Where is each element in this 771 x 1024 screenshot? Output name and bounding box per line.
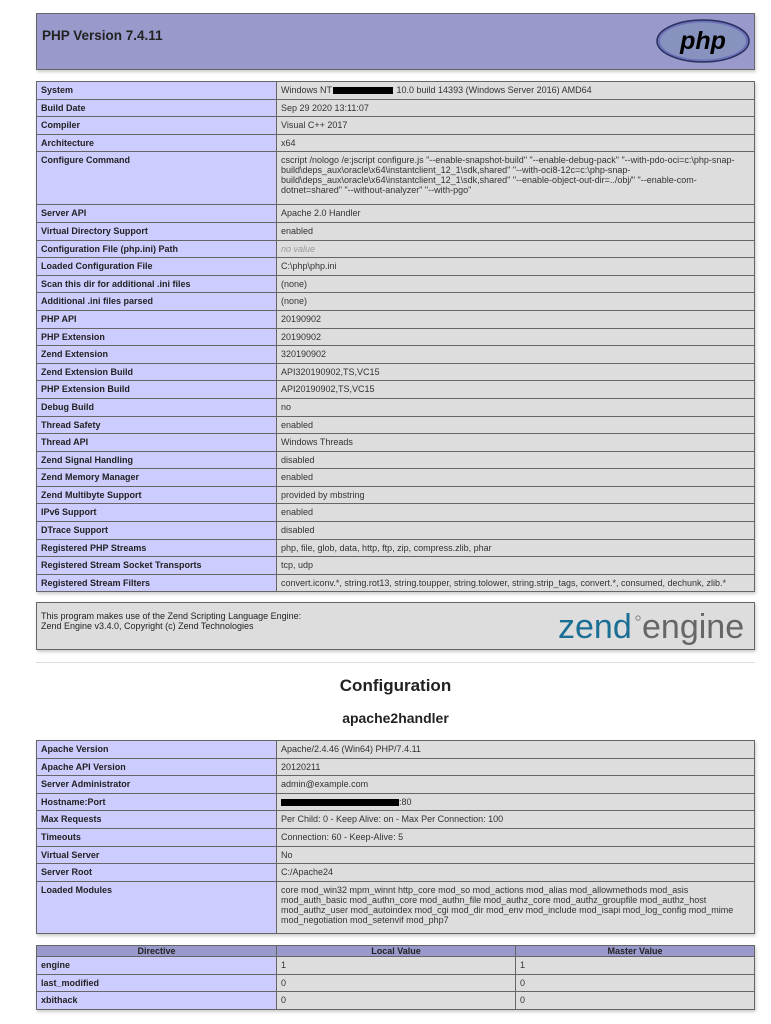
table-row — [37, 776, 755, 794]
table-row — [37, 82, 755, 100]
row-value: Apache 2.0 Handler — [277, 205, 755, 223]
row-value: 20120211 — [277, 758, 755, 776]
table-row — [37, 539, 755, 557]
table-row — [37, 222, 755, 240]
table-row — [37, 828, 755, 846]
row-key: Zend Extension Build — [37, 363, 277, 381]
row-value: provided by mbstring — [277, 486, 755, 504]
directive-name: last_modified — [37, 974, 277, 992]
row-value: x64 — [277, 134, 755, 152]
local-value: 1 — [277, 957, 516, 975]
redacted-block — [281, 799, 399, 806]
master-value: 0 — [516, 974, 755, 992]
php-version-header — [36, 13, 755, 70]
row-value: API320190902,TS,VC15 — [277, 363, 755, 381]
row-key: Configure Command — [37, 152, 277, 205]
table-row — [37, 434, 755, 452]
row-key: Scan this dir for additional .ini files — [37, 275, 277, 293]
table-row — [37, 117, 755, 135]
row-value: 320190902 — [277, 346, 755, 364]
row-value: disabled — [277, 522, 755, 540]
row-key: Thread Safety — [37, 416, 277, 434]
table-row — [37, 310, 755, 328]
row-value: cscript /nologo /e:jscript configure.js "--enable-snapshot-build" "--enable-debug-pack" "--with-pdo-oci=c:\php-snap-build\deps_aux\oracle\x64\instantclient_12_1\sdk,shared" "--with-oci8-12c=c:\php-snap-build\deps_aux\oracle\x64\instantclient_12_1\sdk,shared" "--enable-object-out-dir=../obj/" "--enable-com-dotnet=shared" "--without-analyzer" "--with-pgo" — [277, 152, 755, 205]
row-key: Apache API Version — [37, 758, 277, 776]
row-value: enabled — [277, 504, 755, 522]
row-value — [277, 240, 755, 258]
row-key: Server Administrator — [37, 776, 277, 794]
master-value: 0 — [516, 992, 755, 1010]
table-row — [37, 864, 755, 882]
row-value: Apache/2.4.46 (Win64) PHP/7.4.11 — [277, 741, 755, 759]
apache2handler-table — [36, 740, 755, 934]
row-key: PHP Extension Build — [37, 381, 277, 399]
row-key: Server API — [37, 205, 277, 223]
svg-text:engine: engine — [642, 608, 745, 646]
configuration-heading: Configuration — [339, 676, 452, 695]
table-row — [37, 152, 755, 205]
table-row — [37, 134, 755, 152]
row-key: Server Root — [37, 864, 277, 882]
row-value: enabled — [277, 416, 755, 434]
row-value: 20190902 — [277, 310, 755, 328]
table-row — [37, 522, 755, 540]
table-row — [37, 557, 755, 575]
module-heading: apache2handler — [342, 710, 449, 726]
table-row — [37, 451, 755, 469]
master-value: 1 — [516, 957, 755, 975]
table-row — [37, 363, 755, 381]
row-value: Connection: 60 - Keep-Alive: 5 — [277, 828, 755, 846]
table-row — [37, 381, 755, 399]
row-key: Virtual Directory Support — [37, 222, 277, 240]
row-value: admin@example.com — [277, 776, 755, 794]
row-key: Architecture — [37, 134, 277, 152]
row-key: Registered Stream Filters — [37, 574, 277, 592]
master-value-column-header: Master Value — [516, 946, 755, 957]
table-row — [37, 574, 755, 592]
table-row — [37, 240, 755, 258]
system-info-table — [36, 81, 755, 592]
row-value: 20190902 — [277, 328, 755, 346]
row-key: Loaded Modules — [37, 881, 277, 933]
row-key: Apache Version — [37, 741, 277, 759]
row-value: No — [277, 846, 755, 864]
row-key: Registered PHP Streams — [37, 539, 277, 557]
zend-text-line-1: This program makes use of the Zend Scripting Language Engine: — [41, 611, 302, 621]
row-value: php, file, glob, data, http, ftp, zip, compress.zlib, phar — [277, 539, 755, 557]
section-divider — [36, 662, 755, 663]
row-key: Virtual Server — [37, 846, 277, 864]
row-key: Zend Signal Handling — [37, 451, 277, 469]
port-text: :80 — [399, 796, 412, 807]
row-value: API20190902,TS,VC15 — [277, 381, 755, 399]
row-key: PHP Extension — [37, 328, 277, 346]
table-row — [37, 293, 755, 311]
table-row — [37, 793, 755, 811]
directive-header-row — [37, 946, 755, 957]
table-row — [37, 416, 755, 434]
php-logo-icon — [655, 18, 751, 64]
row-key: Loaded Configuration File — [37, 258, 277, 276]
table-row — [37, 469, 755, 487]
row-value: enabled — [277, 469, 755, 487]
zend-text-line-2: Zend Engine v3.4.0, Copyright (c) Zend Technologies — [41, 621, 254, 631]
table-row — [37, 504, 755, 522]
table-row — [37, 846, 755, 864]
directive-row — [37, 974, 755, 992]
zend-engine-box — [36, 602, 755, 650]
table-row — [37, 741, 755, 759]
table-row — [37, 99, 755, 117]
svg-text:zend: zend — [558, 608, 632, 646]
table-row — [37, 811, 755, 829]
row-value: (none) — [277, 293, 755, 311]
row-value: Visual C++ 2017 — [277, 117, 755, 135]
row-key: Debug Build — [37, 398, 277, 416]
row-key: Build Date — [37, 99, 277, 117]
row-key: Additional .ini files parsed — [37, 293, 277, 311]
row-value: core mod_win32 mpm_winnt http_core mod_so mod_actions mod_alias mod_allowmethods mod_asis mod_auth_basic mod_authn_core mod_authn_file mod_authz_core mod_authz_groupfile mod_authz_host mod_authz_user mod_autoindex mod_cgi mod_dir mod_env mod_include mod_isapi mod_log_config mod_mime mod_negotiation mod_setenvif mod_php7 — [277, 881, 755, 933]
row-value: disabled — [277, 451, 755, 469]
table-row — [37, 275, 755, 293]
directive-table — [36, 945, 755, 1010]
row-value — [277, 793, 755, 811]
svg-text:php: php — [680, 27, 726, 55]
row-value: Windows NT 10.0 build 14393 (Windows Server 2016) AMD64 — [277, 82, 755, 100]
row-key: IPv6 Support — [37, 504, 277, 522]
table-row — [37, 881, 755, 933]
directive-name: engine — [37, 957, 277, 975]
row-key: Compiler — [37, 117, 277, 135]
row-key: Zend Extension — [37, 346, 277, 364]
local-value: 0 — [277, 974, 516, 992]
row-value: (none) — [277, 275, 755, 293]
row-value: no — [277, 398, 755, 416]
directive-column-header: Directive — [37, 946, 277, 957]
directive-row — [37, 992, 755, 1010]
row-key: Registered Stream Socket Transports — [37, 557, 277, 575]
row-key: DTrace Support — [37, 522, 277, 540]
no-value-text: no value — [281, 243, 316, 254]
table-row — [37, 205, 755, 223]
table-row — [37, 758, 755, 776]
table-row — [37, 258, 755, 276]
page-title: PHP Version 7.4.11 — [42, 28, 163, 43]
row-value: tcp, udp — [277, 557, 755, 575]
row-value: Windows Threads — [277, 434, 755, 452]
zend-engine-logo-icon — [558, 608, 750, 646]
row-value: C:\php\php.ini — [277, 258, 755, 276]
directive-name: xbithack — [37, 992, 277, 1010]
row-key: Zend Memory Manager — [37, 469, 277, 487]
row-key: Configuration File (php.ini) Path — [37, 240, 277, 258]
row-value: Per Child: 0 - Keep Alive: on - Max Per Connection: 100 — [277, 811, 755, 829]
local-value: 0 — [277, 992, 516, 1010]
row-key: Zend Multibyte Support — [37, 486, 277, 504]
row-key: Thread API — [37, 434, 277, 452]
local-value-column-header: Local Value — [277, 946, 516, 957]
directive-row — [37, 957, 755, 975]
row-key: PHP API — [37, 310, 277, 328]
row-key: Timeouts — [37, 828, 277, 846]
row-value: C:/Apache24 — [277, 864, 755, 882]
row-key: System — [37, 82, 277, 100]
row-key: Max Requests — [37, 811, 277, 829]
table-row — [37, 346, 755, 364]
row-value: enabled — [277, 222, 755, 240]
row-key: Hostname:Port — [37, 793, 277, 811]
row-value: convert.iconv.*, string.rot13, string.toupper, string.tolower, string.strip_tags, convert.*, consumed, dechunk, zlib.* — [277, 574, 755, 592]
redacted-block — [333, 87, 393, 94]
table-row — [37, 398, 755, 416]
row-value: Sep 29 2020 13:11:07 — [277, 99, 755, 117]
table-row — [37, 486, 755, 504]
table-row — [37, 328, 755, 346]
